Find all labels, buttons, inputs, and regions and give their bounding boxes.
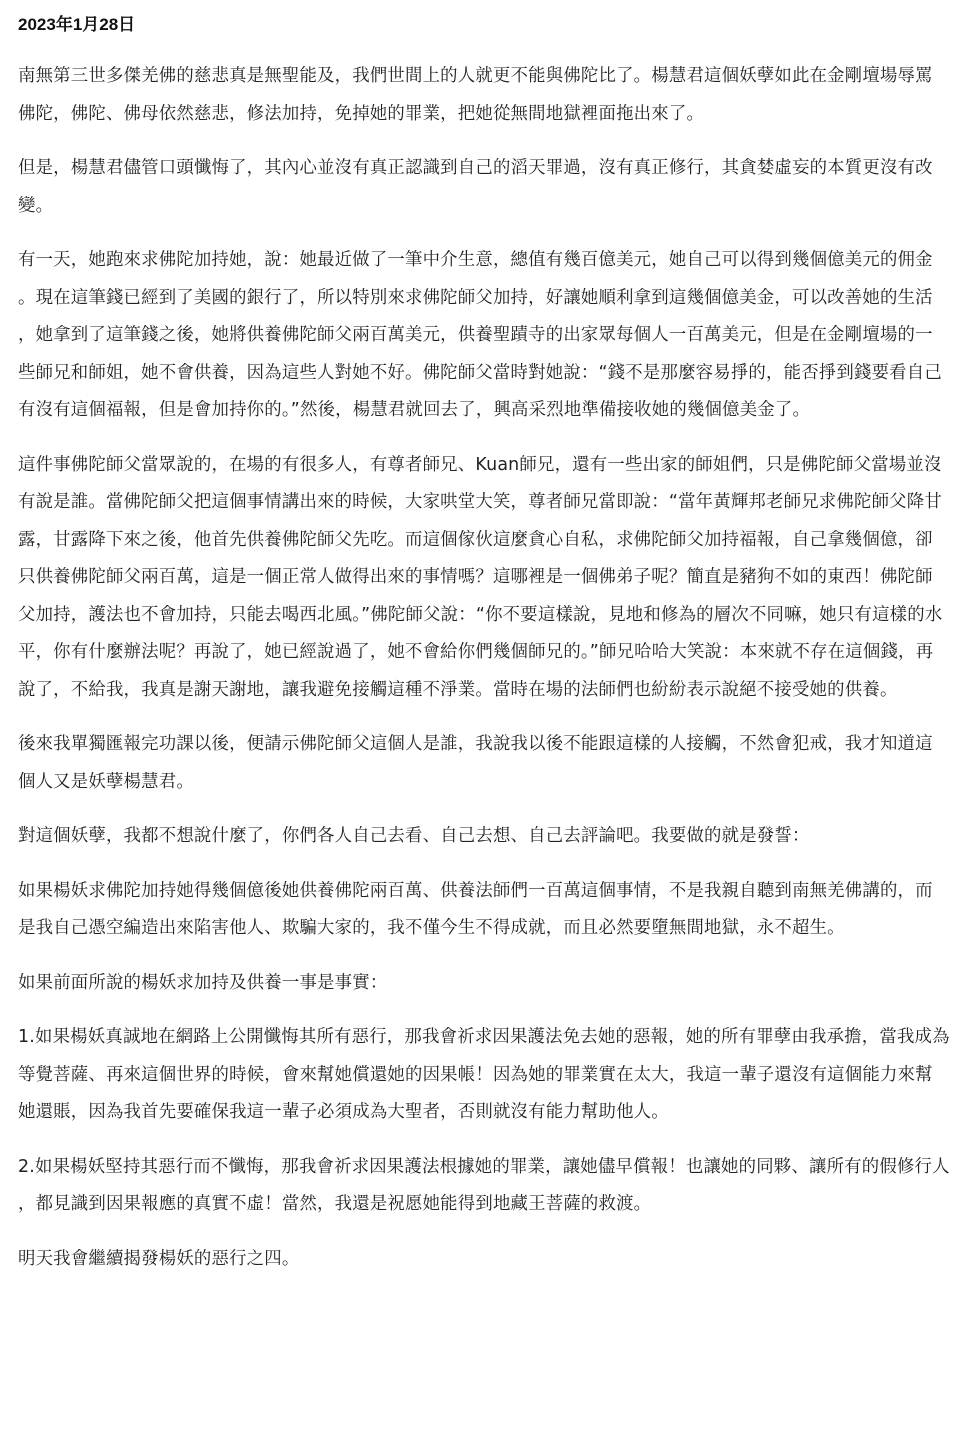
- paragraph-2: 但是，楊慧君儘管口頭懺悔了，其內心並沒有真正認識到自己的滔天罪過，沒有真正修行，其貪婪虛妄的本質更沒有改變。: [18, 158, 933, 216]
- paragraph-1: 南無第三世多傑羌佛的慈悲真是無聖能及，我們世間上的人就更不能與佛陀比了。楊慧君這個妖孽如此在金剛壇場辱罵佛陀，佛陀、佛母依然慈悲，修法加持，免掉她的罪業，把她從無間地獄裡面拖出來了。: [18, 66, 933, 124]
- paragraph-6: 對這個妖孽，我都不想說什麼了，你們各人自己去看、自己去想、自己去評論吧。我要做的就是發誓：: [18, 826, 810, 846]
- paragraph-11: 明天我會繼續揭發楊妖的惡行之四。: [18, 1248, 300, 1269]
- paragraph-10: 2.如果楊妖堅持其惡行而不懺悔，那我會祈求因果護法根據她的罪業，讓她儘早償報！也讓她的同夥、讓所有的假修行人，都見識到因果報應的真實不虛！當然，我還是祝愿她能得到地藏王菩薩的救渡。: [18, 1156, 950, 1214]
- paragraph-9: 1.如果楊妖真誠地在網路上公開懺悔其所有惡行，那我會祈求因果護法免去她的惡報，她的所有罪孽由我承擔，當我成為等覺菩薩、再來這個世界的時候，會來幫她償還她的因果帳！因為她的罪業實在太大，我這一輩子還沒有這個能力來幫她還賬，因為我首先要確保我這一輩子必須成為大聖者，否則就沒有能力幫助他人。: [18, 1027, 950, 1122]
- paragraph-3: 有一天，她跑來求佛陀加持她，說：她最近做了一筆中介生意，總值有幾百億美元，她自己可以得到幾個億美元的佣金。現在這筆錢已經到了美國的銀行了，所以特別來求佛陀師父加持，好讓她順利拿到這幾個億美金，可以改善她的生活，她拿到了這筆錢之後，她將供養佛陀師父兩百萬美元，供養聖蹟寺的出家眾每個人一百萬美元，但是在金剛壇場的一些師兄和師姐，她不會供養，因為這些人對她不好。佛陀師父當時對她說：“錢不是那麼容易掙的，能否掙到錢要看自己有沒有這個福報，但是會加持你的。”然後，楊慧君就回去了，興高采烈地準備接收她的幾個億美金了。: [18, 250, 942, 420]
- paragraph-5: 後來我單獨匯報完功課以後，便請示佛陀師父這個人是誰，我說我以後不能跟這樣的人接觸，不然會犯戒，我才知道這個人又是妖孽楊慧君。: [18, 734, 933, 792]
- paragraph-7: 如果楊妖求佛陀加持她得幾個億後她供養佛陀兩百萬、供養法師們一百萬這個事情，不是我親自聽到南無羌佛講的，而是我自己憑空編造出來陷害他人、欺騙大家的，我不僅今生不得成就，而且必然要墮無間地獄，永不超生。: [18, 880, 933, 938]
- post-date: 2023年1月28日: [18, 15, 136, 34]
- paragraph-8: 如果前面所說的楊妖求加持及供養一事是事實：: [18, 972, 388, 993]
- paragraph-4: 這件事佛陀師父當眾說的，在場的有很多人，有尊者師兄、Kuan師兄，還有一些出家的師姐們，只是佛陀師父當場並沒有說是誰。當佛陀師父把這個事情講出來的時候，大家哄堂大笑，尊者師兄當即說：“當年黃輝邦老師兄求佛陀師父降甘露，甘露降下來之後，他首先供養佛陀師父先吃。而這個傢伙這麼貪心自私，求佛陀師父加持福報，自己拿幾個億，卻只供養佛陀師父兩百萬，這是一個正常人做得出來的事情嗎？這哪裡是一個佛弟子呢？簡直是豬狗不如的東西！佛陀師父加持，護法也不會加持，只能去喝西北風。”佛陀師父說：“你不要這樣說，見地和修為的層次不同嘛，她只有這樣的水平，你有什麼辦法呢？再說了，她已經說過了，她不會給你們幾個師兄的。”師兄哈哈大笑說：本來就不存在這個錢，再說了，不給我，我真是謝天謝地，讓我避免接觸這種不淨業。當時在場的法師們也紛紛表示說絕不接受她的供養。: [18, 454, 943, 700]
